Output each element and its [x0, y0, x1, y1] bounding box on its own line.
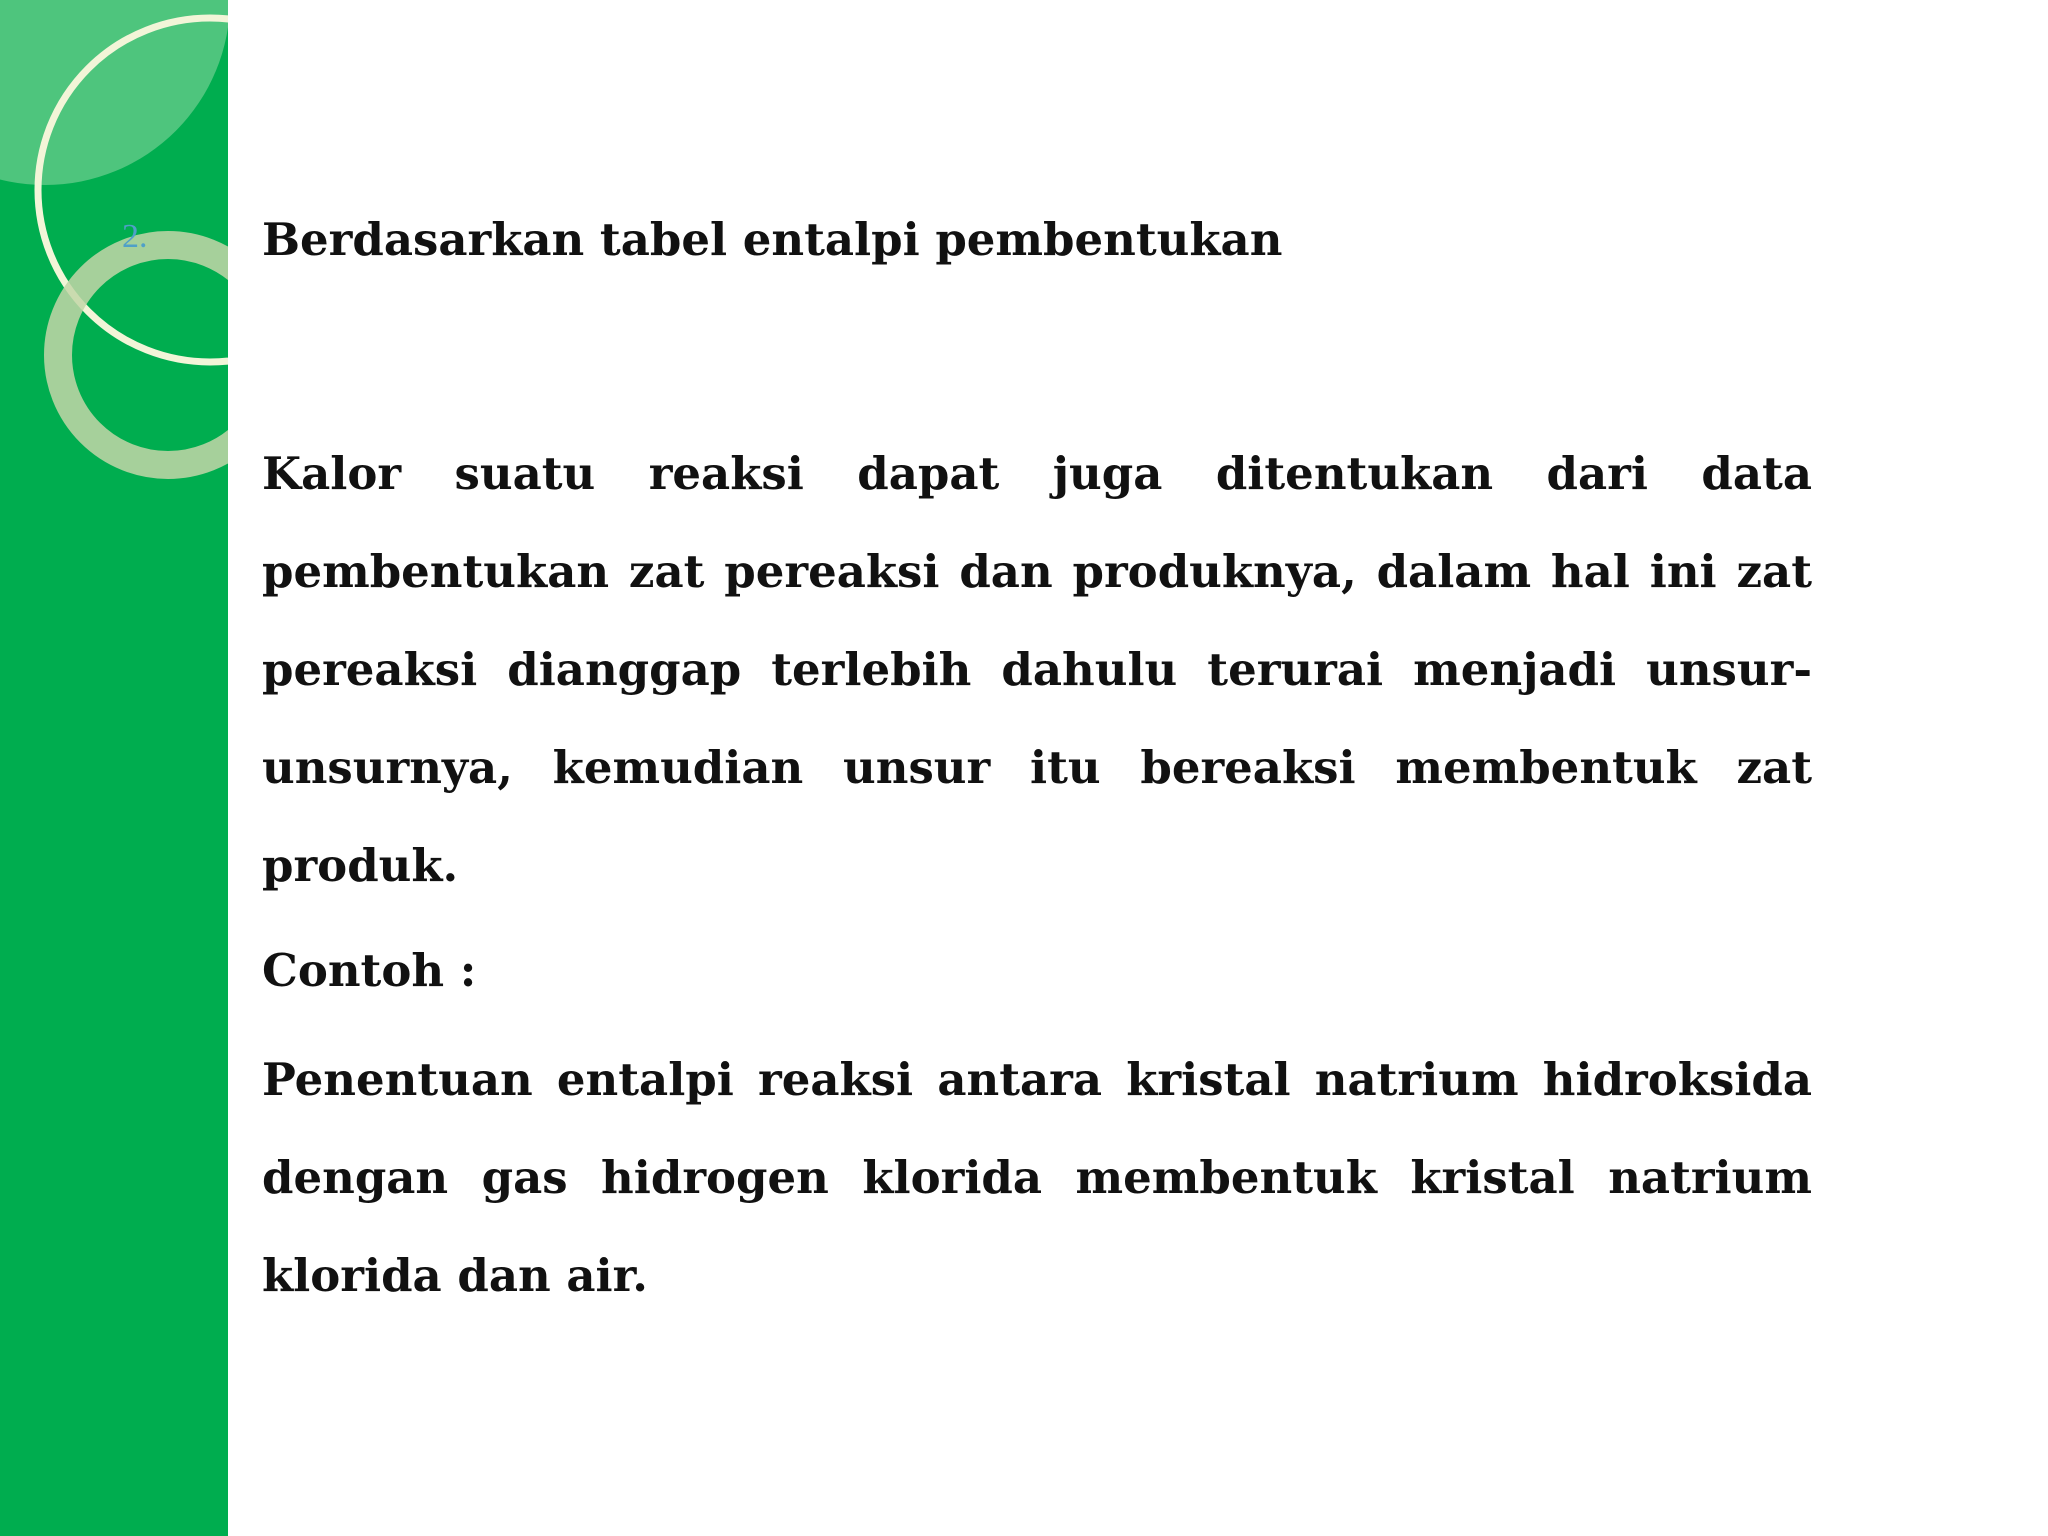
paragraph-2: Penentuan entalpi reaksi antara kristal natrium hidroksida dengan gas hidrogen klorida membentuk kristal natrium klorida dan air.	[262, 1053, 1812, 1302]
green-sidebar	[0, 0, 228, 1536]
list-number: 2.	[122, 218, 148, 255]
slide-heading: Berdasarkan tabel entalpi pembentukan	[262, 213, 1283, 266]
light-green-circle	[0, 0, 228, 185]
example-label: Contoh :	[262, 944, 477, 997]
slide-content	[262, 205, 1812, 1325]
paragraph-1: Kalor suatu reaksi dapat juga ditentukan dari data pembentukan zat pereaksi dan produknya, dalam hal ini zat pereaksi dianggap terlebih dahulu terurai menjadi unsur-unsurnya, kemudian unsur itu bereaksi membentuk zat produk.	[262, 447, 1812, 892]
decorative-circles	[0, 0, 228, 1536]
pale-ring	[58, 245, 228, 465]
